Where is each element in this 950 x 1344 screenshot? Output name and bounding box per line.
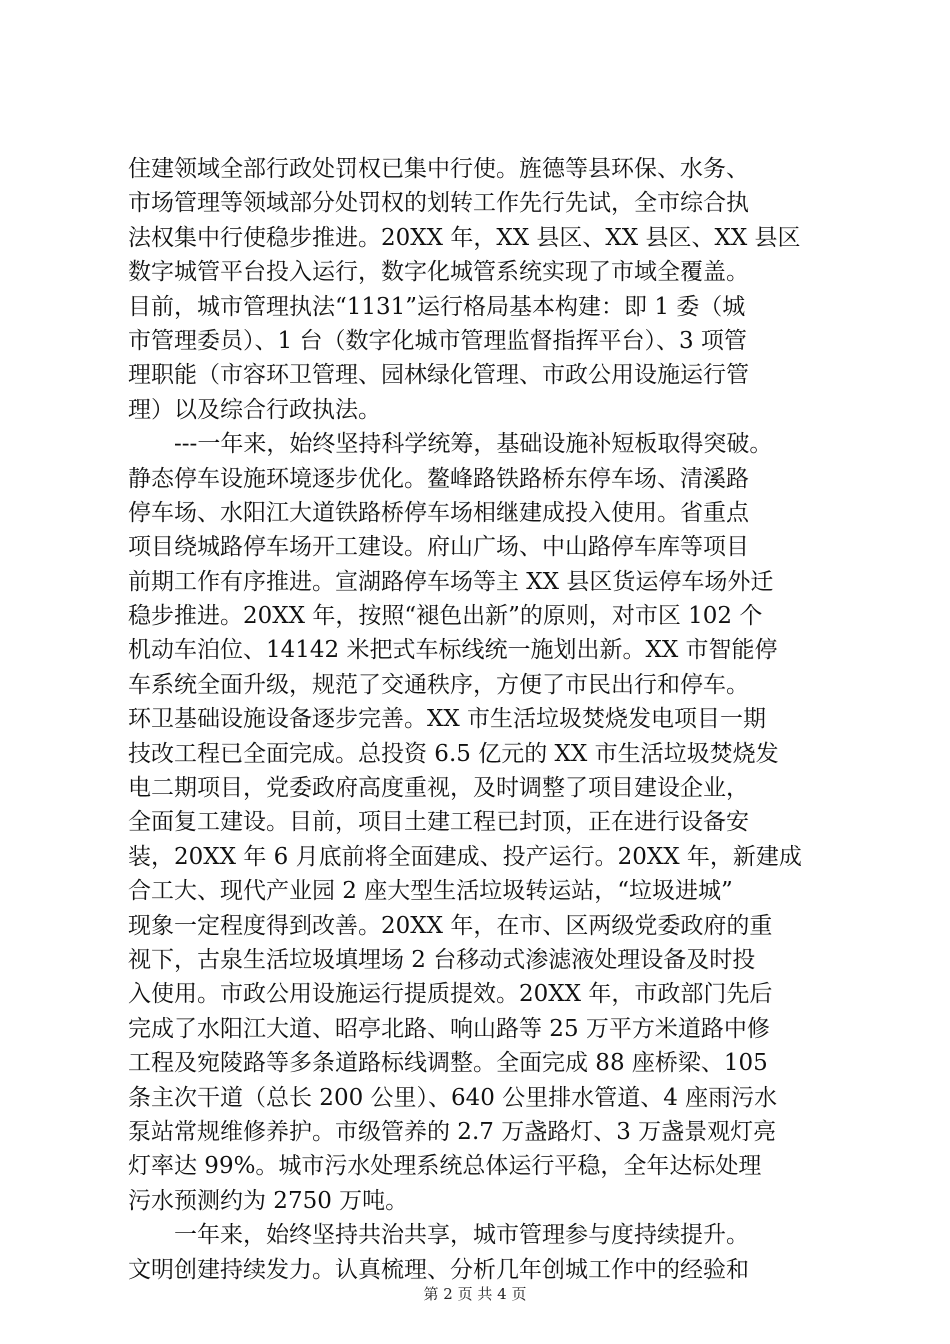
text-line: 稳步推进。20XX 年，按照“褪色出新”的原则，对市区 102 个: [128, 603, 763, 630]
text-line: 泵站常规维修养护。市级管养的 2.7 万盏路灯、3 万盏景观灯亮: [128, 1118, 777, 1145]
text-line: 工程及宛陵路等多条道路标线调整。全面完成 88 座桥梁、105: [128, 1050, 768, 1077]
text-line: 市管理委员）、1 台（数字化城市管理监督指挥平台）、3 项管: [128, 327, 747, 354]
text-line: 电二期项目，党委政府高度重视，及时调整了项目建设企业，: [128, 775, 749, 802]
text-line: 条主次干道（总长 200 公里）、640 公里排水管道、4 座雨污水: [128, 1084, 778, 1111]
text-line: 全面复工建设。目前，项目土建工程已封顶，正在进行设备安: [128, 809, 749, 836]
text-line: 理）以及综合行政执法。: [128, 396, 381, 423]
text-line: 完成了水阳江大道、昭亭北路、响山路等 25 万平方米道路中修: [128, 1015, 770, 1042]
text-line: 入使用。市政公用设施运行提质提效。20XX 年，市政部门先后: [128, 981, 773, 1008]
text-line: 前期工作有序推进。宣湖路停车场等主 XX 县区货运停车场外迁: [128, 568, 774, 595]
text-line: 装，20XX 年 6 月底前将全面建成、投产运行。20XX 年，新建成: [128, 843, 802, 870]
text-line: 一年来，始终坚持共治共享，城市管理参与度持续提升。: [128, 1222, 749, 1249]
text-line: 环卫基础设施设备逐步完善。XX 市生活垃圾焚烧发电项目一期: [128, 706, 767, 733]
text-line: 灯率达 99%。城市污水处理系统总体运行平稳，全年达标处理: [128, 1153, 762, 1180]
text-line: 合工大、现代产业园 2 座大型生活垃圾转运站，“垃圾进城”: [128, 878, 733, 905]
text-line: 项目绕城路停车场开工建设。府山广场、中山路停车库等项目: [128, 534, 749, 561]
text-line: 市场管理等领域部分处罚权的划转工作先行先试，全市综合执: [128, 190, 749, 217]
text-line: 污水预测约为 2750 万吨。: [128, 1187, 409, 1214]
text-line: ---一年来，始终坚持科学统筹，基础设施补短板取得突破。: [128, 431, 773, 458]
text-line: 住建领域全部行政处罚权已集中行使。旌德等县环保、水务、: [128, 156, 749, 182]
text-line: 车系统全面升级，规范了交通秩序，方便了市民出行和停车。: [128, 671, 749, 698]
text-line: 技改工程已全面完成。总投资 6.5 亿元的 XX 市生活垃圾焚烧发: [128, 740, 779, 767]
text-line: 视下，古泉生活垃圾填埋场 2 台移动式渗滤液处理设备及时投: [128, 946, 756, 973]
text-line: 现象一定程度得到改善。20XX 年，在市、区两级党委政府的重: [128, 912, 773, 939]
text-line: 静态停车设施环境逐步优化。鳌峰路铁路桥东停车场、清溪路: [128, 465, 749, 492]
text-line: 停车场、水阳江大道铁路桥停车场相继建成投入使用。省重点: [128, 499, 749, 526]
text-line: 机动车泊位、14142 米把式车标线统一施划出新。XX 市智能停: [128, 637, 778, 664]
document-body: [128, 152, 828, 1287]
text-line: 文明创建持续发力。认真梳理、分析几年创城工作中的经验和: [128, 1256, 749, 1283]
page-indicator: 第 2 页 共 4 页: [423, 1285, 527, 1303]
text-line: 法权集中行使稳步推进。20XX 年，XX 县区、XX 县区、XX 县区: [128, 224, 801, 251]
text-line: 理职能（市容环卫管理、园林绿化管理、市政公用设施运行管: [128, 362, 749, 389]
text-line: 目前，城市管理执法“1131”运行格局基本构建：即 1 委（城: [128, 293, 746, 320]
text-line: 数字城管平台投入运行，数字化城管系统实现了市域全覆盖。: [128, 259, 749, 286]
